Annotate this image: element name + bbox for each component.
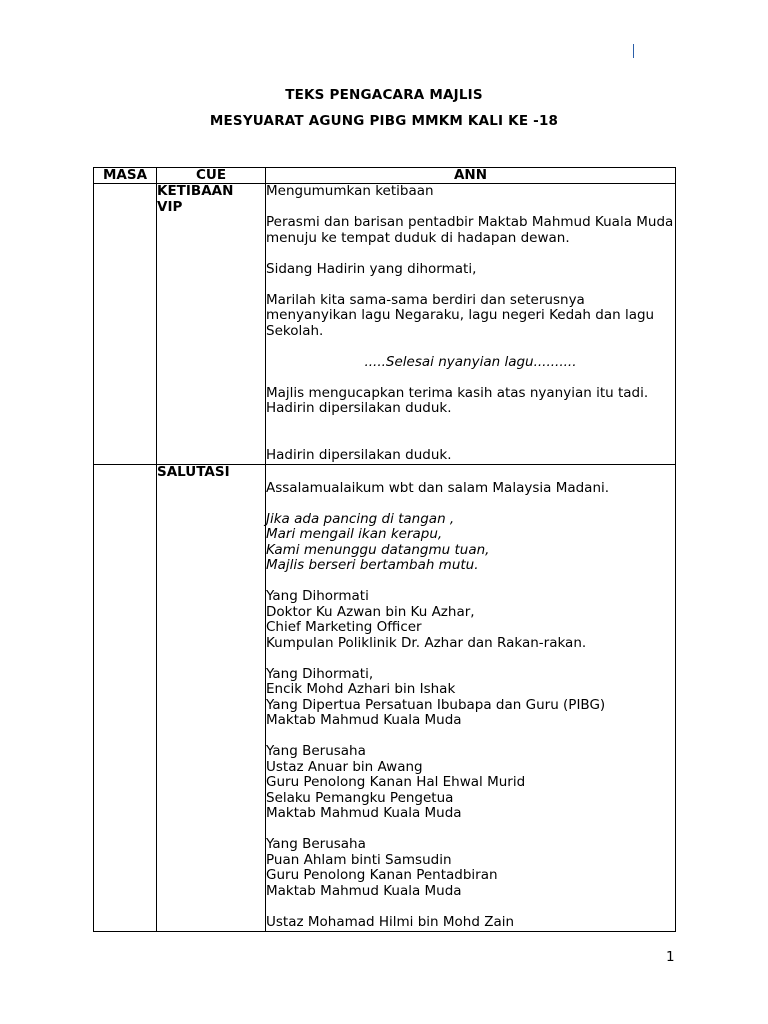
ann-cell-ketibaan: [266, 184, 676, 465]
vip-line: Chief Marketing Officer: [266, 619, 422, 635]
page-number: 1: [666, 949, 675, 965]
pantun-line: Majlis berseri bertambah mutu.: [266, 557, 479, 573]
table-row: [94, 184, 676, 465]
vip-line: Maktab Mahmud Kuala Muda: [266, 712, 462, 728]
masa-cell: [94, 465, 157, 932]
ann-text: Mengumumkan ketibaan: [266, 183, 434, 199]
document-subtitle: MESYUARAT AGUNG PIBG MMKM KALI KE -18: [209, 113, 559, 129]
pantun-line: Kami menunggu datangmu tuan,: [266, 541, 490, 558]
cue-cell-ketibaan: KETIBAAN VIP: [157, 184, 266, 465]
vip-line: Doktor Ku Azwan bin Ku Azhar,: [266, 603, 475, 620]
table-row: [94, 465, 676, 932]
ann-stage-direction: .....Selesai nyanyian lagu..........: [364, 353, 577, 370]
ann-vip-block: [266, 744, 675, 822]
ann-greeting: Assalamualaikum wbt dan salam Malaysia Madani.: [266, 479, 610, 496]
ann-pantun: [266, 512, 675, 574]
ann-text: Sidang Hadirin yang dihormati,: [266, 260, 477, 277]
masa-cell: [94, 184, 157, 465]
vip-line: Guru Penolong Kanan Pentadbiran: [266, 867, 498, 883]
cue-cell-salutasi: SALUTASI: [157, 465, 266, 932]
vip-line: Maktab Mahmud Kuala Muda: [266, 805, 462, 821]
vip-line: Guru Penolong Kanan Hal Ehwal Murid: [266, 774, 526, 790]
ann-text: Majlis mengucapkan terima kasih atas nyanyian itu tadi. Hadirin dipersilakan duduk.: [266, 384, 649, 416]
vip-line: Selaku Pemangku Pengetua: [266, 789, 454, 806]
vip-line: Kumpulan Poliklinik Dr. Azhar dan Rakan-rakan.: [266, 634, 587, 651]
header-ann: ANN: [266, 168, 676, 184]
vip-line: Encik Mohd Azhari bin Ishak: [266, 681, 456, 697]
vip-line: Yang Dihormati: [266, 588, 369, 604]
header-masa: MASA: [94, 168, 157, 184]
vip-line: Yang Berusaha: [266, 743, 366, 759]
pantun-line: Jika ada pancing di tangan ,: [266, 510, 455, 527]
text-cursor-mark: [633, 44, 634, 58]
vip-line: Yang Dipertua Persatuan Ibubapa dan Guru (PIBG): [266, 696, 606, 713]
vip-line: Yang Berusaha: [266, 836, 366, 852]
ann-text: Hadirin dipersilakan duduk.: [266, 446, 452, 463]
header-cue: CUE: [157, 168, 266, 184]
pantun-line: Mari mengail ikan kerapu,: [266, 526, 443, 542]
ann-vip-block: [266, 589, 675, 651]
vip-line: Ustaz Mohamad Hilmi bin Mohd Zain: [266, 913, 515, 930]
vip-line: Yang Dihormati,: [266, 665, 374, 682]
ann-vip-block: [266, 837, 675, 899]
ann-text: Perasmi dan barisan pentadbir Maktab Mahmud Kuala Muda menuju ke tempat duduk di hadapan dewan.: [266, 214, 674, 246]
script-table: [93, 167, 676, 932]
table-header-row: [94, 168, 676, 184]
ann-vip-block: [266, 667, 675, 729]
document-title: TEKS PENGACARA MAJLIS: [285, 87, 483, 103]
vip-line: Maktab Mahmud Kuala Muda: [266, 882, 462, 899]
ann-text: Marilah kita sama-sama berdiri dan seterusnya menyanyikan lagu Negaraku, lagu negeri Kedah dan lagu Sekolah.: [266, 291, 655, 339]
ann-cell-salutasi: [266, 465, 676, 932]
vip-line: Puan Ahlam binti Samsudin: [266, 851, 452, 868]
vip-line: Ustaz Anuar bin Awang: [266, 758, 423, 775]
